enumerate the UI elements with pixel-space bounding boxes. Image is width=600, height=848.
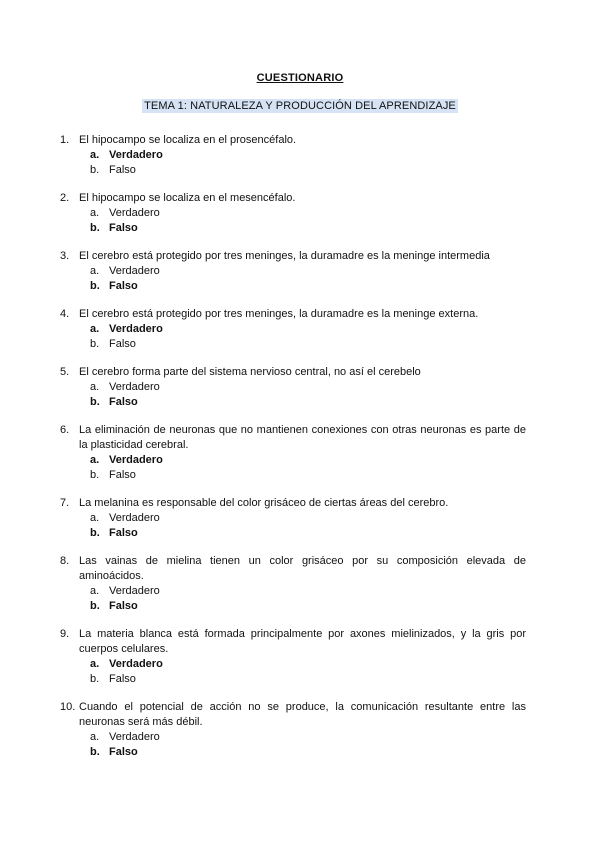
option-letter: a. xyxy=(90,658,100,670)
option-letter: b. xyxy=(90,527,100,539)
answer-option xyxy=(60,206,526,221)
option-letter: b. xyxy=(90,280,100,292)
answer-option-correct xyxy=(60,395,526,410)
option-label: Falso xyxy=(109,673,136,685)
option-letter: a. xyxy=(90,265,100,277)
question-item xyxy=(60,133,526,178)
answer-option-correct xyxy=(60,221,526,236)
question-list xyxy=(60,133,526,773)
question-item xyxy=(60,627,526,687)
option-label: Falso xyxy=(109,527,138,539)
answer-option xyxy=(60,264,526,279)
question-text-row xyxy=(60,365,526,380)
option-letter: a. xyxy=(90,207,100,219)
option-letter: b. xyxy=(90,338,100,350)
answer-option-correct xyxy=(60,526,526,541)
option-label: Falso xyxy=(109,396,138,408)
answer-option xyxy=(60,672,526,687)
question-text-row xyxy=(60,700,526,730)
option-letter: b. xyxy=(90,673,100,685)
question-number: 3. xyxy=(60,250,70,262)
option-label: Verdadero xyxy=(109,658,163,670)
question-text: El hipocampo se localiza en el prosencéfalo. xyxy=(79,134,297,146)
document-title: CUESTIONARIO xyxy=(256,72,344,84)
option-label: Falso xyxy=(109,280,138,292)
option-letter: a. xyxy=(90,585,100,597)
option-label: Verdadero xyxy=(109,585,160,597)
question-number: 6. xyxy=(60,424,70,436)
answer-option-correct xyxy=(60,453,526,468)
question-item xyxy=(60,554,526,614)
question-text: El cerebro está protegido por tres meninges, la duramadre es la meninge intermedia xyxy=(79,250,490,262)
option-letter: b. xyxy=(90,222,100,234)
answer-option xyxy=(60,163,526,178)
option-label: Falso xyxy=(109,338,136,350)
answer-option-correct xyxy=(60,322,526,337)
option-label: Falso xyxy=(109,164,136,176)
answer-option xyxy=(60,511,526,526)
option-letter: a. xyxy=(90,149,100,161)
option-letter: a. xyxy=(90,381,100,393)
question-text: La eliminación de neuronas que no mantienen conexiones con otras neuronas es parte de la plasticidad cerebral. xyxy=(79,424,526,451)
answer-option-correct xyxy=(60,148,526,163)
option-label: Verdadero xyxy=(109,207,160,219)
question-item xyxy=(60,249,526,294)
answer-option-correct xyxy=(60,745,526,760)
question-text-row xyxy=(60,496,526,511)
question-item xyxy=(60,191,526,236)
question-text-row xyxy=(60,249,526,264)
question-item xyxy=(60,496,526,541)
answer-option xyxy=(60,380,526,395)
answer-option-correct xyxy=(60,599,526,614)
question-text-row xyxy=(60,627,526,657)
question-item xyxy=(60,700,526,760)
option-letter: b. xyxy=(90,746,100,758)
question-number: 4. xyxy=(60,308,70,320)
question-number: 2. xyxy=(60,192,70,204)
subtitle-container xyxy=(0,96,600,114)
question-item xyxy=(60,307,526,352)
option-label: Verdadero xyxy=(109,323,163,335)
option-label: Verdadero xyxy=(109,381,160,393)
option-label: Verdadero xyxy=(109,731,160,743)
question-item xyxy=(60,365,526,410)
question-text: El cerebro está protegido por tres meninges, la duramadre es la meninge externa. xyxy=(79,308,479,320)
answer-option xyxy=(60,468,526,483)
answer-option xyxy=(60,584,526,599)
option-letter: a. xyxy=(90,512,100,524)
question-text: El hipocampo se localiza en el mesencéfalo. xyxy=(79,192,296,204)
option-label: Falso xyxy=(109,469,136,481)
option-letter: b. xyxy=(90,396,100,408)
option-letter: a. xyxy=(90,323,100,335)
option-letter: b. xyxy=(90,600,100,612)
question-text: El cerebro forma parte del sistema nervioso central, no así el cerebelo xyxy=(79,366,421,378)
answer-option xyxy=(60,730,526,745)
option-letter: a. xyxy=(90,731,100,743)
answer-option xyxy=(60,337,526,352)
question-number: 7. xyxy=(60,497,70,509)
question-text-row xyxy=(60,307,526,322)
question-item xyxy=(60,423,526,483)
question-number: 10. xyxy=(60,701,76,713)
option-letter: b. xyxy=(90,469,100,481)
question-text-row xyxy=(60,133,526,148)
document-subtitle: TEMA 1: NATURALEZA Y PRODUCCIÓN DEL APRENDIZAJE xyxy=(144,100,456,112)
option-label: Verdadero xyxy=(109,512,160,524)
answer-option-correct xyxy=(60,279,526,294)
question-text: Las vainas de mielina tienen un color grisáceo por su composición elevada de aminoácidos. xyxy=(79,555,526,582)
question-text: La materia blanca está formada principalmente por axones mielinizados, y la gris por cuerpos celulares. xyxy=(79,628,526,655)
option-letter: a. xyxy=(90,454,100,466)
question-number: 1. xyxy=(60,134,70,146)
question-text: La melanina es responsable del color grisáceo de ciertas áreas del cerebro. xyxy=(79,497,449,509)
option-label: Falso xyxy=(109,600,138,612)
question-text-row xyxy=(60,191,526,206)
question-number: 8. xyxy=(60,555,70,567)
question-number: 9. xyxy=(60,628,70,640)
option-label: Verdadero xyxy=(109,454,163,466)
answer-option-correct xyxy=(60,657,526,672)
option-label: Verdadero xyxy=(109,149,163,161)
option-letter: b. xyxy=(90,164,100,176)
option-label: Verdadero xyxy=(109,265,160,277)
question-number: 5. xyxy=(60,366,70,378)
option-label: Falso xyxy=(109,746,138,758)
question-text: Cuando el potencial de acción no se produce, la comunicación resultante entre las neuronas será más débil. xyxy=(79,701,526,728)
option-label: Falso xyxy=(109,222,138,234)
question-text-row xyxy=(60,423,526,453)
question-text-row xyxy=(60,554,526,584)
